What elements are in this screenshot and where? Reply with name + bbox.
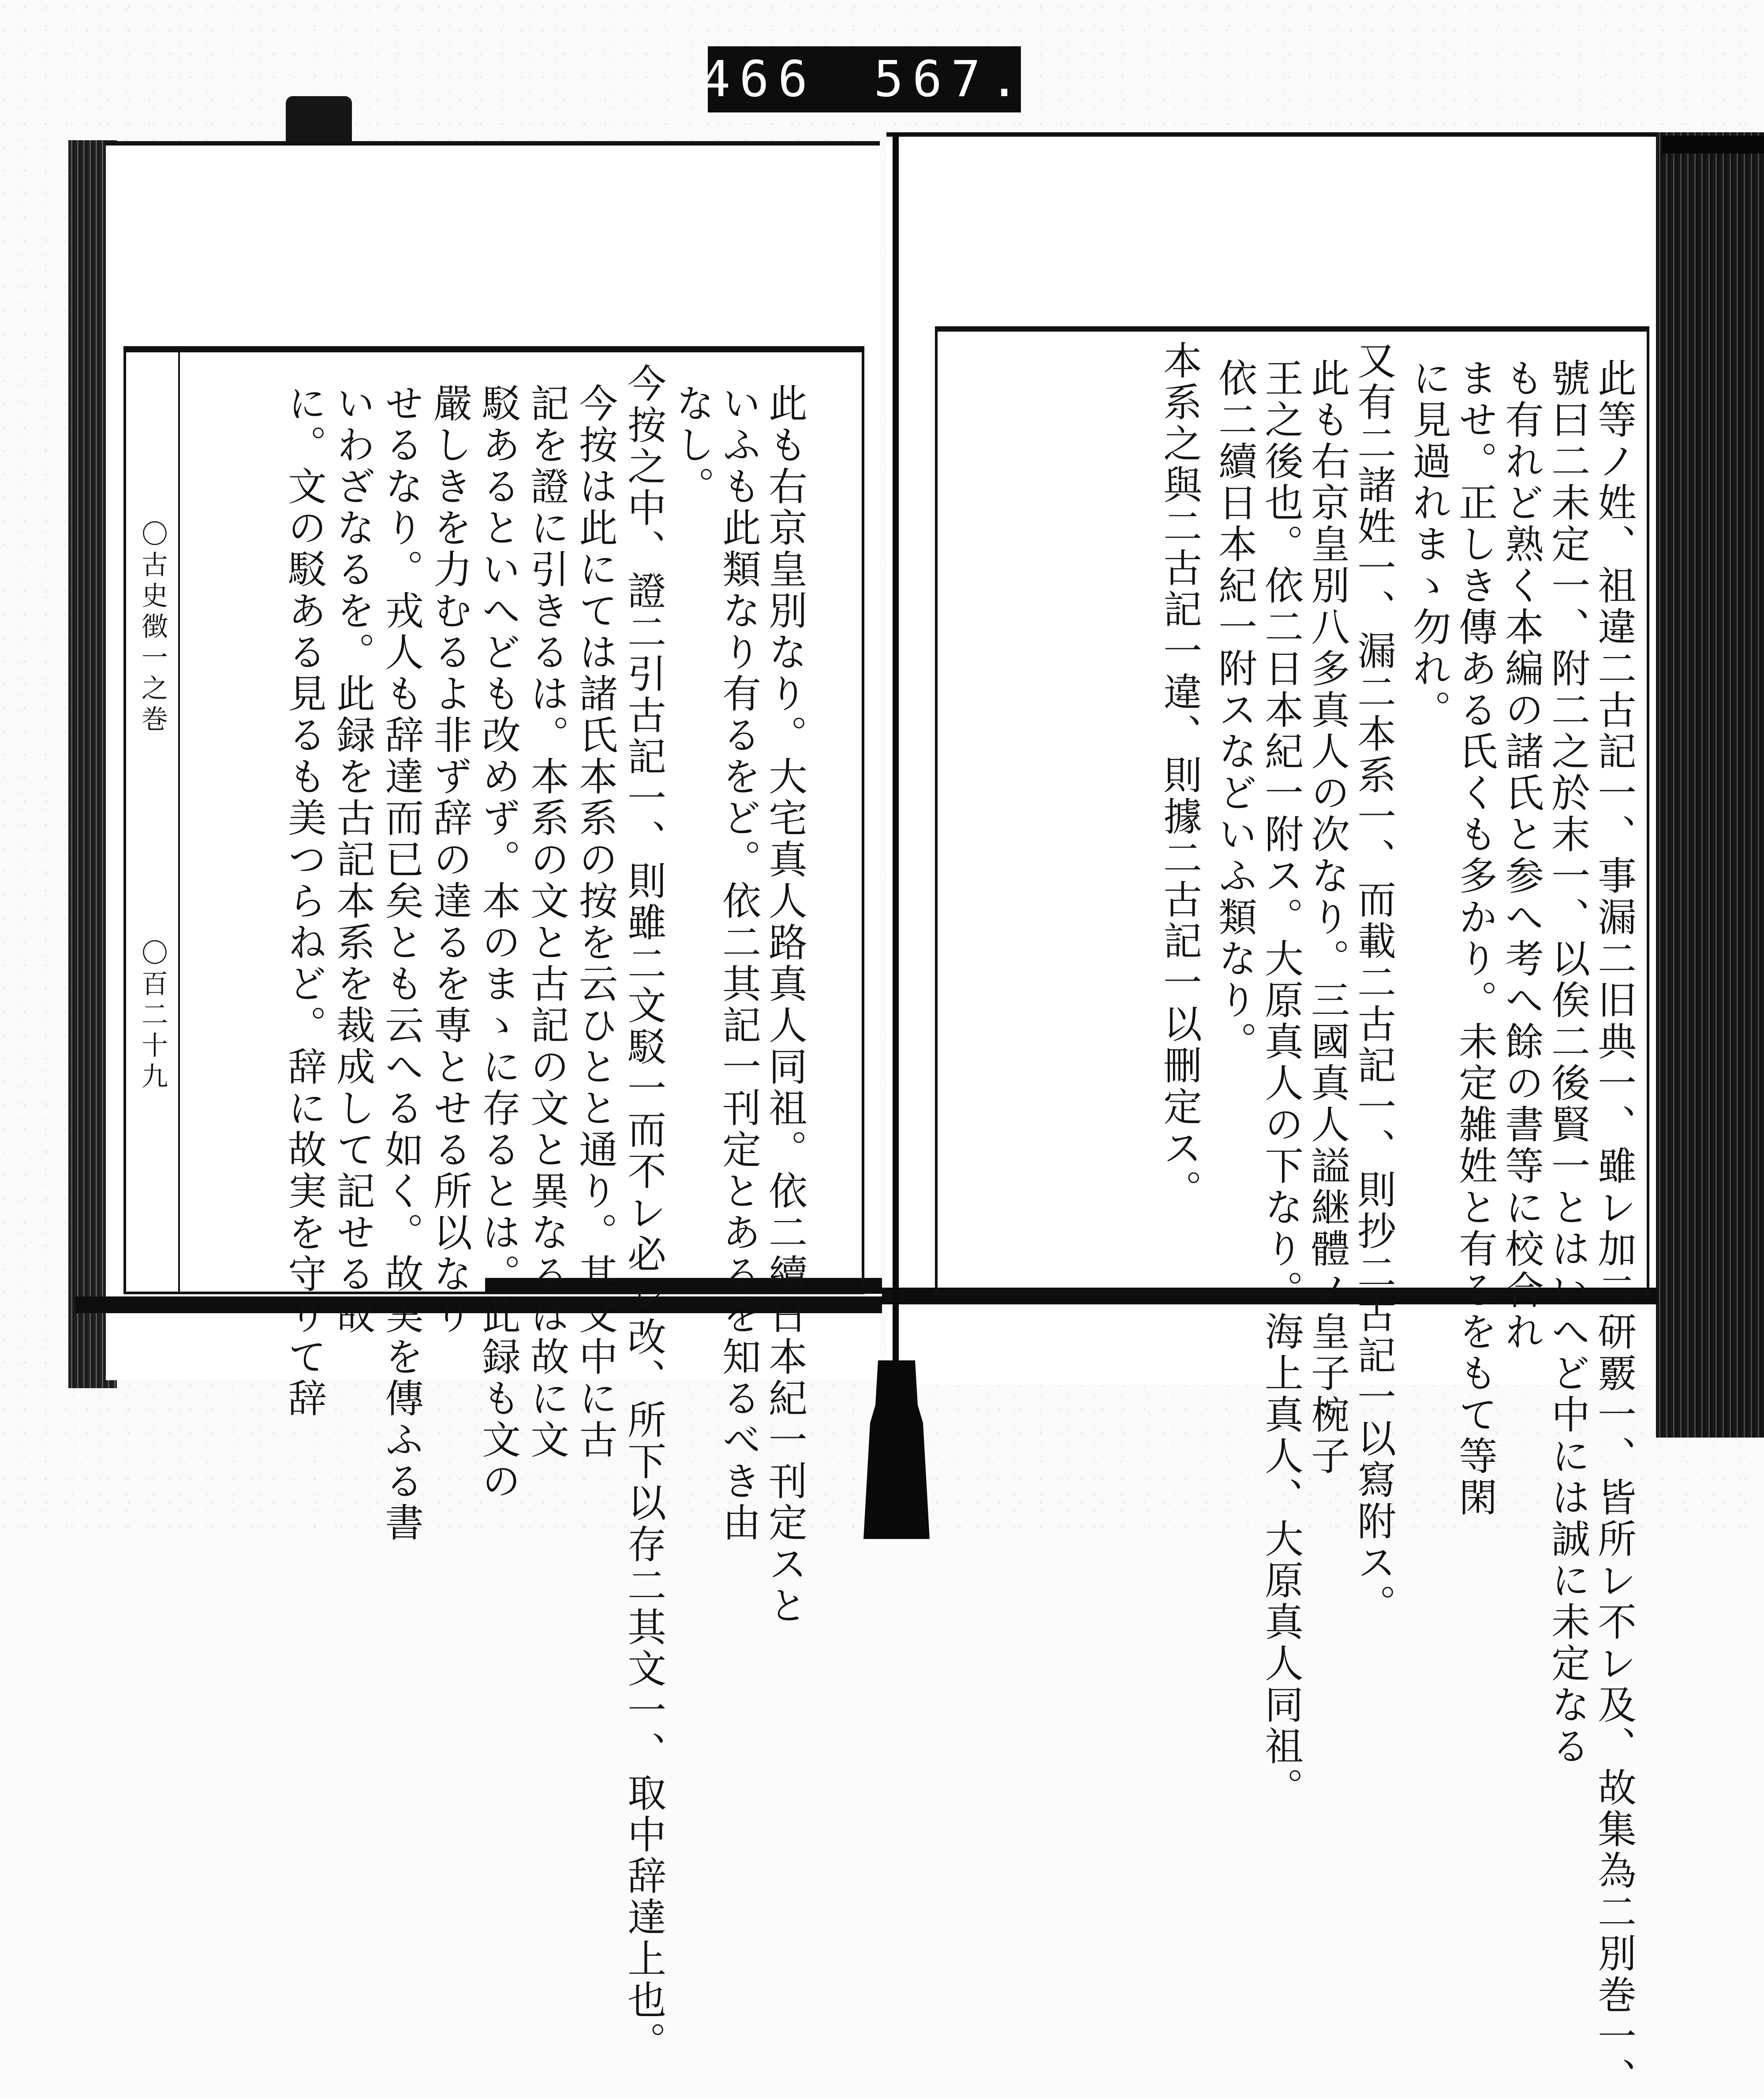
book-title: 〇古史徴一之巻 (137, 520, 168, 736)
left-column-6: 記を證に引きるは。本系の文と古記の文と異なるは故に文 (524, 383, 570, 1461)
left-column-10: いわざなるを。此録を古記本系を裁成して記せる故 (330, 383, 376, 1337)
right-column-4: ませ。正しき傳ある氏くも多かり。未定雑姓と有るをもて等閑 (1453, 358, 1498, 1519)
left-column-1: 此も右京皇別なり。大宅真人路真人同祖。依二續日本紀一刊定スと (762, 383, 808, 1627)
archive-number-right: 567. (874, 51, 1028, 108)
left-column-7: 駁あるといへども改めず。本のまゝに存るとは。此録も文の (476, 383, 521, 1502)
left-column-3: なし。 (670, 383, 715, 508)
right-column-8: 王之後也。依二日本紀一附ス。大原真人の下なり。海上真人、大原真人同祖。 (1259, 358, 1304, 1809)
left-column-2: いふも此類なり有るをど。依二其記一刊定とあるを知るべき由 (716, 383, 762, 1544)
left-column-11: に。文の駁ある見るも美つらねど。辞に故実を守りて辞 (282, 383, 327, 1419)
right-column-6: 又有二諸姓一、漏二本系一、而載二古記一、則抄二古記一以寫附ス。 (1351, 340, 1397, 1625)
left-column-8: 嚴しきを力むるよ非ず辞の達るを専とせる所以なり (427, 383, 473, 1337)
right-column-7: 此も右京皇別八多真人の次なり。三國真人謚継體ノ皇子椀子 (1305, 358, 1350, 1477)
archive-number-label (701, 46, 1028, 112)
page-number: 〇百二十九 (137, 939, 168, 1093)
book-spine (893, 132, 899, 1389)
book-tab (286, 96, 352, 145)
right-text-frame (935, 326, 1649, 2099)
right-column-2: 號曰二未定一、附二之於末一、以俟二後賢一とはいへど中には誠に未定なる (1545, 358, 1591, 1767)
right-edge-cap (1663, 136, 1764, 153)
archive-number-left: 466 (701, 51, 817, 108)
left-text-frame (123, 346, 864, 2063)
right-column-10: 本系之與二古記一違、則據二古記一以刪定ス。 (1157, 340, 1203, 1211)
right-column-1: 此等ノ姓、祖違二古記一、事漏二旧典一、雖レ加二研覈一、皆所レ不レ及、故集為二別巻一、 (1592, 358, 1637, 2099)
left-column-4: 今按之中、證二引古記一、則雖二文駁一而不レ必レ改、所下以存二其文一、取中辞達上也。 (621, 363, 667, 2063)
right-column-3: も有れど熟く本編の諸氏と参へ考へ餘の書等に校合れ (1499, 358, 1544, 1353)
left-margin-rule (178, 352, 180, 1292)
right-column-9: 依二續日本紀一附スなどいふ類なり。 (1212, 358, 1258, 1063)
left-column-9: せるなり。戎人も辞達而已矣とも云へる如く。故実を傳ふる書 (379, 383, 424, 1544)
left-column-5: 今按は此にては諸氏本系の按を云ひとと通り。其文中に古 (573, 383, 618, 1461)
right-page-edge (1656, 132, 1764, 1438)
right-column-5: に見過れまゝ勿れ。 (1406, 358, 1452, 731)
